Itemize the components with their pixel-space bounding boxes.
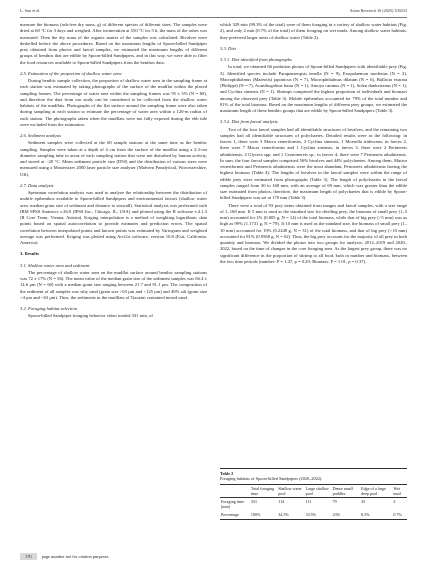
paragraph: Spoon-billed Sandpiper foraging behavior video totaled 331 min, of: [28, 313, 153, 319]
page-number: 170: [20, 553, 37, 560]
header-authors: L. Sun et al.: [20, 8, 41, 13]
page-footer: [20, 553, 108, 560]
table-cell: 2: [393, 499, 396, 504]
table-cell: 79: [332, 499, 337, 504]
table-rule: [220, 468, 407, 469]
paragraph: There were a total of 93 prey items obtained from images and faecal samples, with a size range of 1–168 mm. If 5 mm is used as the standard size for dividing prey, the biomass of small prey (1–5 mm) accounted for 1% (0.005 g, N = 14) of the total biomass, while that of big prey (>5 mm) was as high as 99% (1.1731 g, N = 79). If 10 mm is used as the standard size, the biomass of small prey (1–10 mm) accounted for 19% (0.2248 g, N = 31) of the total biomass, and that of big prey (>10 mm) accounted for 81% (0.9568 g, N = 62). Thus, the big prey accounts for the majority of all prey in both quantity and biomass. We divided the photos into two groups for analysis: 2012–2019 and 2020–2022, based on the time of changes in the core foraging area. As the largest prey group, there was no significant difference in the proportion of shrimp to all food, both in number and biomass, between the two time periods (number: F = 1.47, p = 0.29; Biomass: F = 1.01, p = 0.37).: [220, 202, 407, 264]
table-header-cell: Edge of a large deep pool: [360, 484, 392, 497]
paragraph: Spearman correlation analysis was used to analyze the relationship between the distribution of mobile epibenthos available to Spoon-billed Sandpipers and environmental factors (shallow water area, median grain size of sediment and distance to seawall). Statistical analysis was performed with IBM SPSS Statistics v.26.0 (IPSS Inc., Chicago, IL, USA) and plotted using the R software v.4.1.3 (R Core Team, Vienna, Austria). Kriging interpolation is a method of weighting logarithmic data points based on spatial autocorrelation to provide estimates and prediction errors. The spatial correlation between interpolated points and known points was estimated by Variogram and weighted average was performed. Kriging was plotted using ArcGis software, version 10.8 (Esri, California, America).: [20, 190, 207, 245]
section-heading: 3.3. Diet: [220, 45, 236, 51]
section-heading: 3.1. Shallow water area and sediment: [20, 262, 90, 268]
data-table: [220, 484, 407, 520]
table-cell: 100%: [250, 511, 277, 520]
section-heading: 2.5. Estimation of the proportion of shallow water area: [20, 70, 122, 76]
table-header-cell: Total foraging time: [250, 484, 277, 497]
paragraph: The percentage of shallow water area on the mudflat surface around benthic sampling stations was 72 ± 17% (N = 56). The mean value of the median grain size of the sediment samples was 66.4 ± 14.6 μm (N = 60) with a median grain size ranging between 21.7 and 91.1 μm. The composition of the sediment of all samples was silty sand (grain size >63 μm and <125 μm) and 40% silt (grain size >4 μm and <63 μm). Thus, the sediments in the mudflats of Tiaozini contained mixed sand.: [20, 269, 207, 300]
table-header-cell: Dense small puddles: [332, 484, 361, 497]
section-heading: 3.3.1. Diet identified from photographs: [220, 57, 292, 62]
table-caption: Foraging habitats of Spoon-billed Sandpipers (2020–2022).: [220, 476, 323, 481]
table-title: Table 2: [220, 470, 234, 476]
table-cell: Foraging time (min): [221, 499, 245, 509]
table-header-cell: Large shallow pool: [305, 484, 332, 497]
footer-note: page number not for citation purposes: [41, 554, 109, 559]
table-cell: 34.5%: [277, 511, 304, 520]
left-column: [20, 22, 207, 321]
section-heading: 3.2. Foraging habitat selection: [20, 306, 78, 311]
paragraph: which 329 min (99.3% of the total) were of them foraging in a variety of shallow water habitats (Fig. 2), and only 2 min (0.7% of the total) of them foraging on wet muds. Among shallow water habitats, they preferred larger areas of shallow water (Table 2).: [220, 22, 407, 40]
section-heading: 2.7. Data analysis: [20, 182, 54, 188]
table-cell: 33.5%: [305, 511, 332, 520]
table-row: [220, 511, 407, 520]
table-header-row: [220, 484, 407, 497]
table-cell: 23%: [332, 511, 361, 520]
right-column: [220, 22, 407, 266]
section-heading: 3. Results: [20, 251, 39, 257]
table-cell: 114: [278, 499, 285, 504]
paragraph: Sediment samples were collected at the 60 sample stations at the same time as the benthic sampling. Samples were taken at a depth of 4 cm from the surface of the mudflat using a 2.3-cm diameter sampling tube in areas of each sampling station that were not disturbed by human activity, and stored at −20 °C. Mean sediment particle size (D50) and the distribution of various sizes were measured using a Mastersizer 2000 laser particle size analyser (Malvern Panalytical, Worcestershire, UK).: [20, 140, 207, 177]
table-cell: 111: [305, 499, 312, 504]
paragraph: During benthic sample collection, the proportion of shallow water area in the sampling frame at each station was estimated by taking photographs of the surface of the mudflat within the placed sampling frames. The percentage of water area within the sampling frames was 95 ± 5% (N = 60), and therefore the data from our study can be considered to be collected from the shallow water habitats of the mudflats. Photographs of the flat surface around the sampling frame were also taken during sampling at each station to estimate the percentage of water area within a 120-m radius of each station. The photographs taken when the mudflats were not fully exposed during the ebb tide were excluded from the estimation.: [20, 78, 207, 127]
table-row: [220, 497, 407, 511]
table-cell: 25: [361, 499, 366, 504]
paragraph: measure the biomass (ash-free dry mass, g) of different species of different sizes. The samples were dried at 60 °C for 3 days and weighed. After incineration at 550 °C for 5 h, the mass of the ashes was measured. Then the dry mass of the organic matter of the samples was calculated. Bivalves were deshelled before the above procedures. Based on the maximum lengths of Spoon-billed Sandpiper prey obtained from photos and faecal samples, we estimated the maximum lengths of different groups of benthos that are edible by Spoon-billed Sandpipers, and in this way, we were able to filter the food resources available to Spoon-billed Sandpipers from the benthos data.: [20, 22, 207, 65]
table-cell: 8.3%: [360, 511, 392, 520]
header-rule: [20, 17, 407, 18]
paragraph: Two of the four faecal samples had all identifiable structures of bivalves, and the remaining two samples had all identifiable structures of polychaetes. Detailed results were as the following: in faeces 1, there were 3 Macra veneriformis, 3 Cyclina sinensis, 1 Moerella iridescens; in faeces 2, there were 7 Macra veneriformis and 1 Cyclina sinensis; in faeces 3, there were 2 Perinereis aibuhitensis, 2 Glycera spp. and 1 Ceratonereis sp.; in faeces 4, there were 7 Perinereis aibuhitensis. In sum, the four faecal samples comprised 56% bivalves and 44% polychaetes. Among them, Mactra veneriformis and Perinereis aibuhitensis were the most abundant, Perinereis aibuhitensis having the highest biomass (Table 4). The lengths of bivalves in the faecal samples were within the range of edible prey sizes estimated from photographs (Table 3). The length of polychaetes in the faecal samples ranged from 30 to 168 mm, with an average of 69 mm, which was greater than the edible size estimated from photos; therefore, the maximum length of polychaetes that is edible by Spoon-billed Sandpipers was set at 170 mm (Table 3).: [220, 126, 407, 201]
table-cell: 0.7%: [392, 511, 407, 520]
section-heading: 2.6. Sediment analysis: [20, 133, 62, 138]
table-cell: Percentage: [220, 511, 250, 520]
table-2: [220, 468, 407, 520]
table-header-cell: [220, 484, 250, 497]
header-journal: Avian Research 16 (2025) 100233: [349, 8, 407, 13]
table-header-cell: Shallow water pool: [277, 484, 304, 497]
table-header-cell: Wet mud: [392, 484, 407, 497]
table-cell: 331: [250, 499, 258, 504]
paragraph: In total, we obtained 66 predation photos of Spoon-billed Sandpipers with identifiable prey (Fig. 3). Identified species include Parapenaeopsis tenella (N = 9), Exopalaemon modestus (N = 2), Macrophthalmus (Mareotis) japonicus (N = 7), Macrophthalmus dilatum (N = 6), Bullacta exarata (Philippi) (N = 7), Acanthogobius hasta (N = 1), Amoya caninus (N = 1), Solen dunkerianus (N = 1), and Cyclina sinensis (N = 1). Shrimps comprised the highest proportion of individuals and biomass among the observed prey (Table 3). Mobile epibenthos accounted for 79% of the total number and 81% of the total biomass. Based on the maximum lengths of different prey groups, we estimated the maximum length of these benthic groups that are edible by Spoon-billed Sandpipers (Table 3).: [220, 64, 407, 113]
section-heading: 3.3.2. Diet from faecal analysis: [220, 119, 278, 125]
